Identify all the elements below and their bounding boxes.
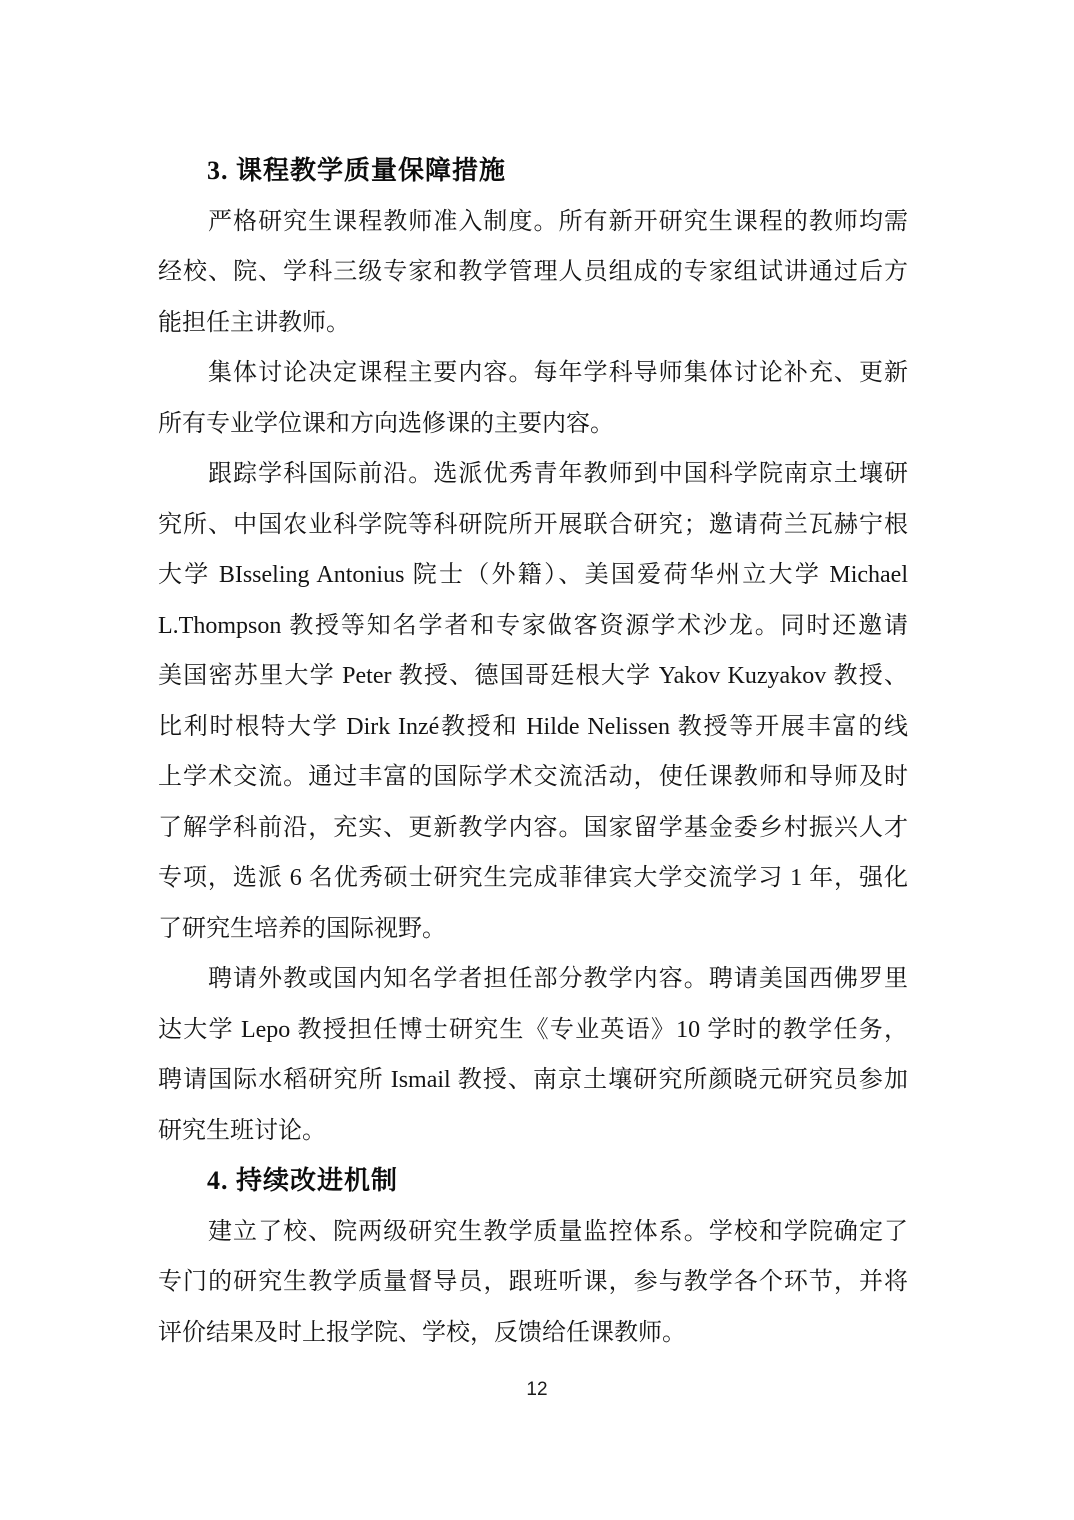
text-line: 大学 BIsseling Antonius 院士（外籍）、美国爱荷华州立大学 Michael — [158, 562, 908, 588]
text-line: 研究生班讨论。 — [158, 1117, 326, 1144]
paragraph-2 — [158, 348, 908, 449]
text-line: 了解学科前沿，充实、更新教学内容。国家留学基金委乡村振兴人才 — [158, 814, 908, 841]
section-heading-4: 4. 持续改进机制 — [207, 1166, 399, 1195]
document-body — [158, 146, 908, 1358]
text-line: 所有专业学位课和方向选修课的主要内容。 — [158, 410, 614, 437]
text-line: 比利时根特大学 Dirk Inzé教授和 Hilde Nelissen 教授等开展丰富的线 — [158, 713, 908, 740]
paragraph-3 — [158, 449, 908, 954]
text-line: 专项，选派 6 名优秀硕士研究生完成菲律宾大学交流学习 1 年，强化 — [158, 865, 908, 891]
text-line: 严格研究生课程教师准入制度。所有新开研究生课程的教师均需 — [208, 208, 908, 235]
text-line: 聘请国际水稻研究所 Ismail 教授、南京土壤研究所颜晓元研究员参加 — [158, 1067, 908, 1093]
text-line: 美国密苏里大学 Peter 教授、德国哥廷根大学 Yakov Kuzyakov 教授、 — [158, 663, 908, 689]
section-heading-3: 3. 课程教学质量保障措施 — [207, 156, 507, 185]
paragraph-4 — [158, 954, 908, 1156]
text-line: 跟踪学科国际前沿。选派优秀青年教师到中国科学院南京土壤研 — [208, 461, 908, 487]
text-line: 建立了校、院两级研究生教学质量监控体系。学校和学院确定了 — [208, 1218, 908, 1245]
page-number: 12 — [526, 1379, 548, 1400]
text-line: 经校、院、学科三级专家和教学管理人员组成的专家组试讲通过后方 — [158, 259, 908, 285]
text-line: 上学术交流。通过丰富的国际学术交流活动，使任课教师和导师及时 — [158, 764, 908, 790]
paragraph-5 — [158, 1207, 908, 1359]
text-line: 能担任主讲教师。 — [158, 309, 350, 336]
text-line: 专门的研究生教学质量督导员，跟班听课，参与教学各个环节，并将 — [158, 1269, 908, 1295]
text-line: 达大学 Lepo 教授担任博士研究生《专业英语》10 学时的教学任务， — [158, 1016, 908, 1043]
text-line: L.Thompson 教授等知名学者和专家做客资源学术沙龙。同时还邀请 — [158, 612, 908, 639]
text-line: 究所、中国农业科学院等科研院所开展联合研究；邀请荷兰瓦赫宁根 — [158, 511, 908, 538]
paragraph-1 — [158, 197, 908, 349]
text-line: 集体讨论决定课程主要内容。每年学科导师集体讨论补充、更新 — [208, 360, 908, 386]
text-line: 评价结果及时上报学院、学校，反馈给任课教师。 — [158, 1319, 686, 1346]
text-line: 聘请外教或国内知名学者担任部分教学内容。聘请美国西佛罗里 — [208, 966, 908, 992]
text-line: 了研究生培养的国际视野。 — [158, 915, 446, 942]
